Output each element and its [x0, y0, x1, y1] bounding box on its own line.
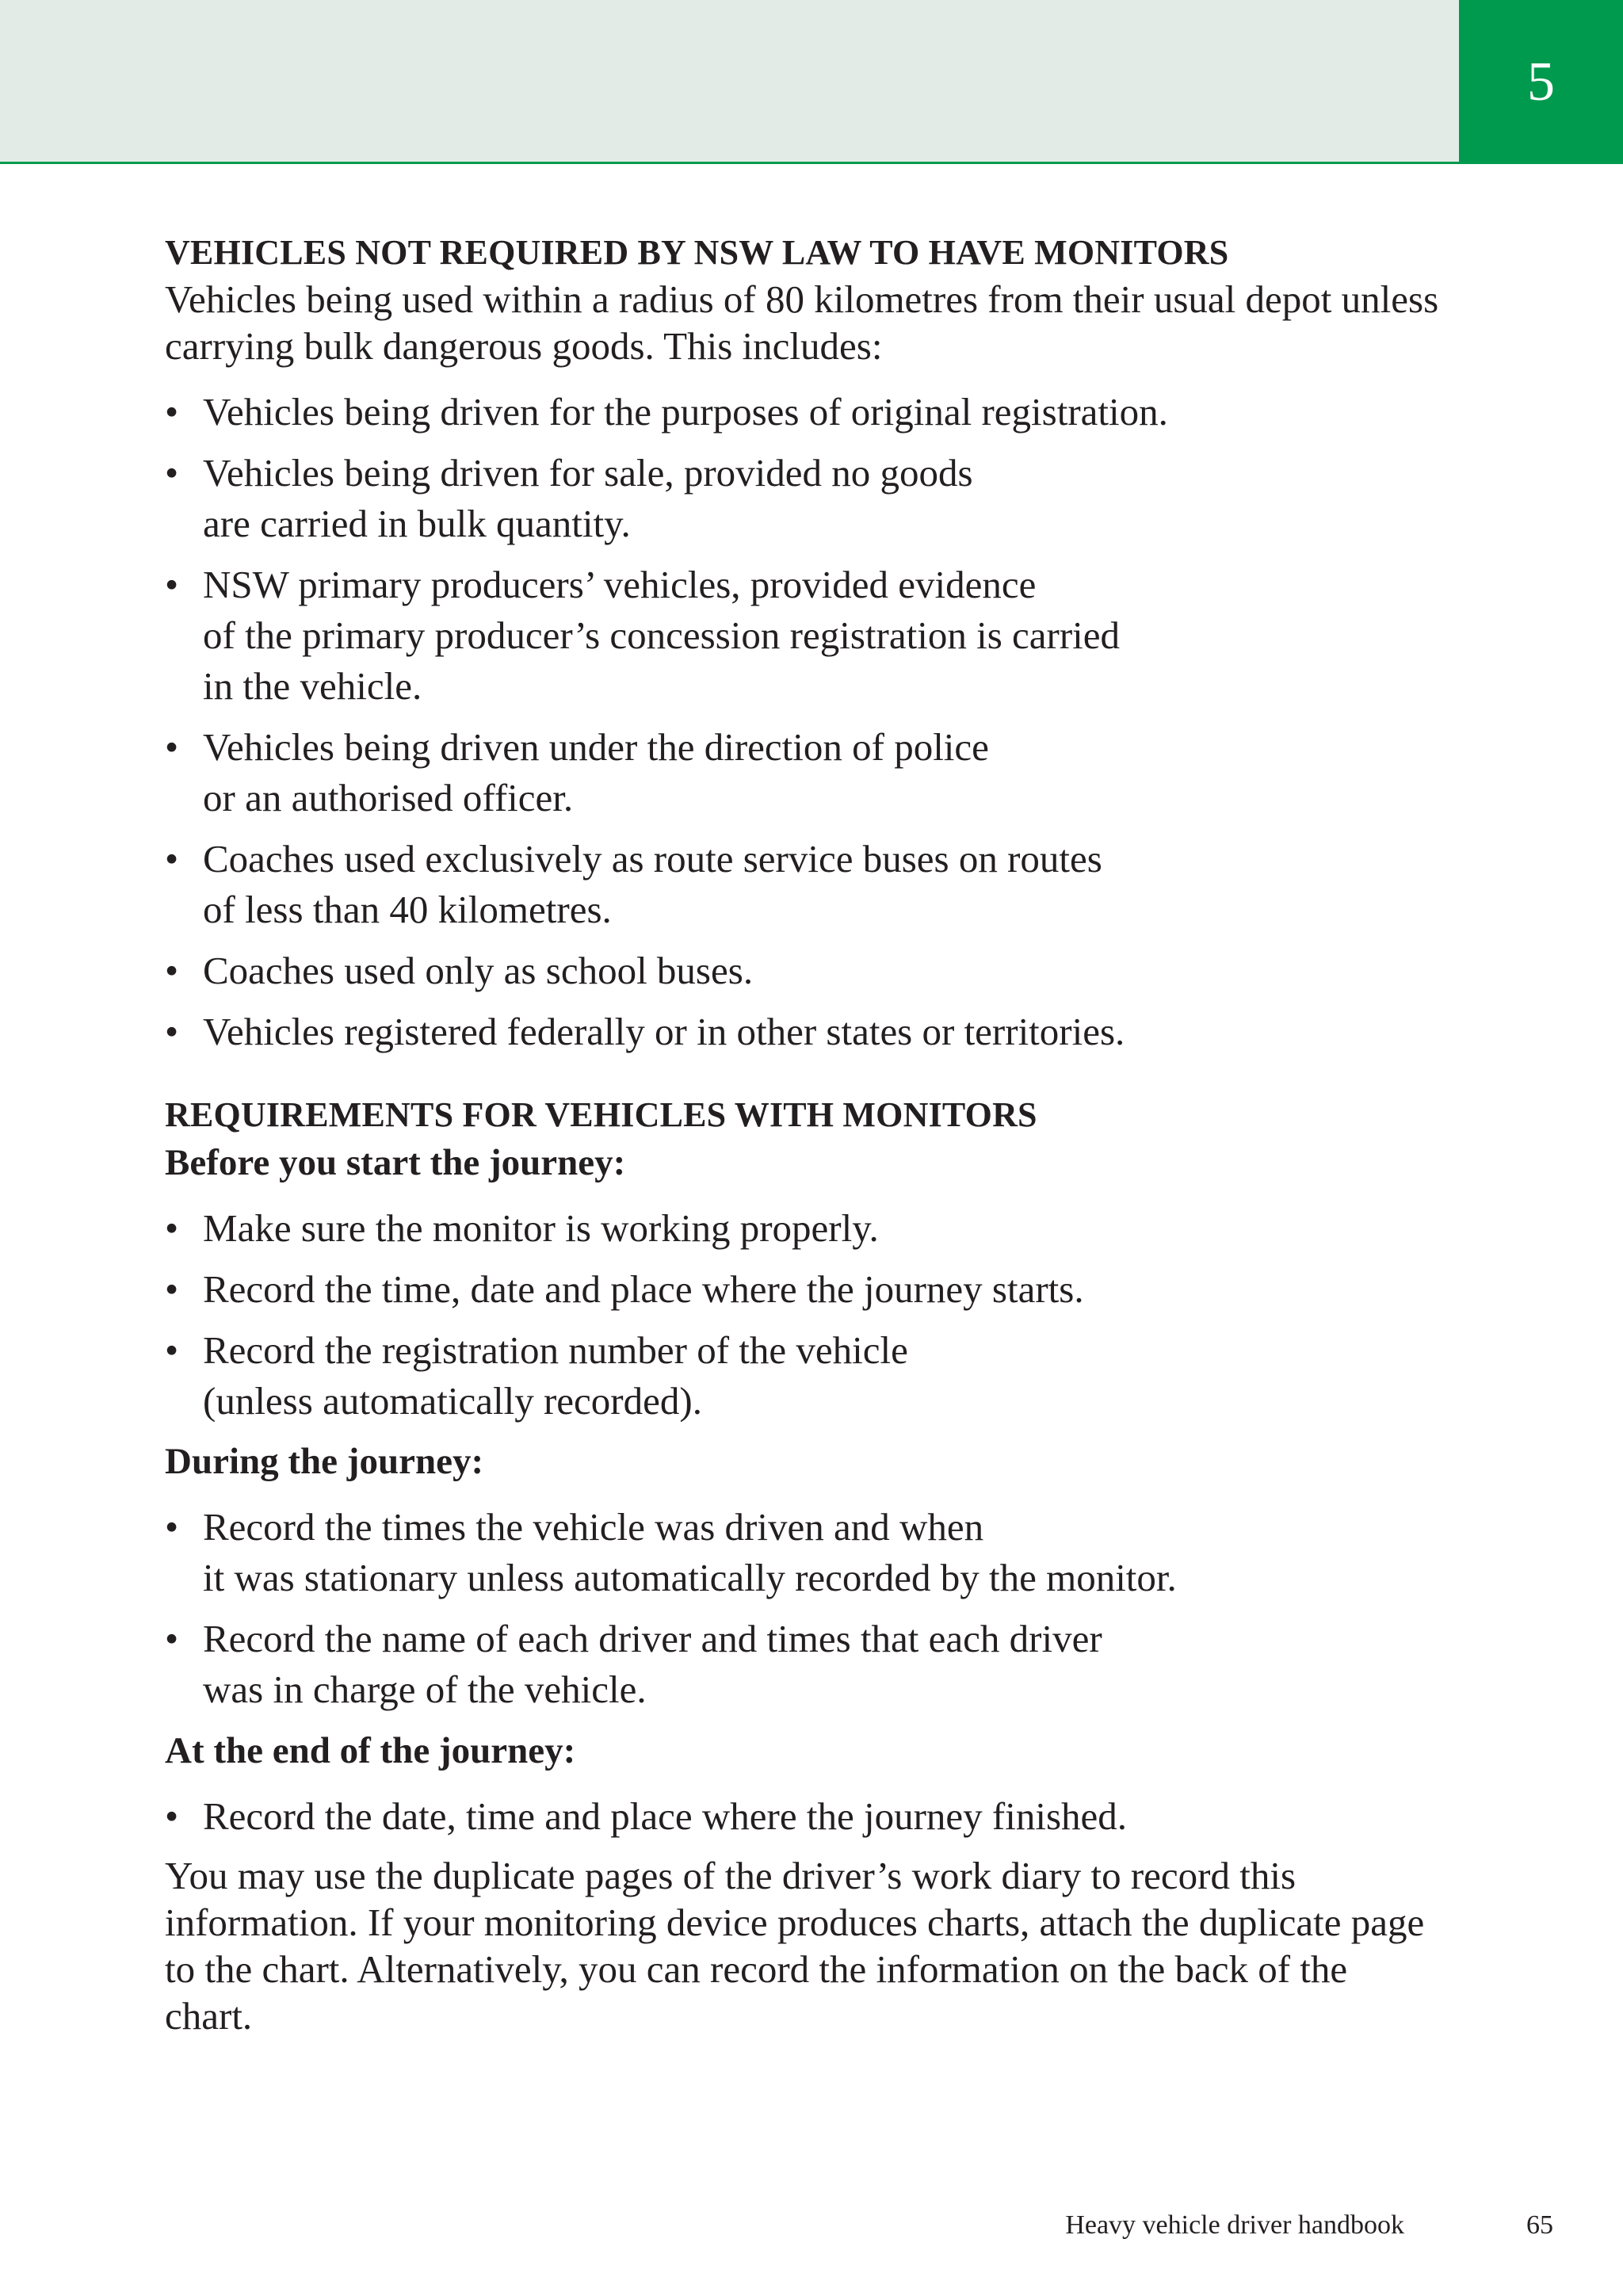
bullet-icon: • — [165, 1206, 179, 1250]
list-item-text: Record the times the vehicle was driven and when it was stationary unless automatically recorded by the monitor. — [203, 1505, 1177, 1599]
not-required-list — [165, 387, 1441, 1057]
list-item — [165, 1203, 1441, 1254]
list-item-text: Vehicles being driven for sale, provided no goods are carried in bulk quantity. — [203, 451, 973, 545]
bullet-icon: • — [165, 390, 179, 434]
bullet-icon: • — [165, 1617, 179, 1660]
list-item — [165, 448, 1441, 549]
footer-page-number: 65 — [1526, 2210, 1553, 2240]
list-item-text: Coaches used exclusively as route service buses on routes of less than 40 kilometres. — [203, 837, 1102, 931]
list-item — [165, 560, 1441, 712]
section-heading-requirements: REQUIREMENTS FOR VEHICLES WITH MONITORS — [165, 1095, 1037, 1134]
list-item-text: Coaches used only as school buses. — [203, 949, 754, 992]
bullet-icon: • — [165, 1328, 179, 1372]
list-item-text: NSW primary producers’ vehicles, provided evidence of the primary producer’s concession registration is carried in the vehicle. — [203, 563, 1121, 708]
chapter-number: 5 — [1527, 51, 1555, 113]
list-item — [165, 1264, 1441, 1315]
end-journey-list — [165, 1791, 1441, 1842]
bullet-icon: • — [165, 1010, 179, 1053]
list-item — [165, 1614, 1441, 1715]
list-item — [165, 1791, 1441, 1842]
list-item — [165, 1007, 1441, 1057]
bullet-icon: • — [165, 837, 179, 881]
bullet-icon: • — [165, 451, 179, 495]
list-item-text: Vehicles being driven for the purposes of original registration. — [203, 390, 1168, 434]
bullet-icon: • — [165, 725, 179, 769]
section-intro: Vehicles being used within a radius of 80 kilometres from their usual depot unless carrying bulk dangerous goods. This includes: — [165, 277, 1439, 368]
list-item — [165, 722, 1441, 823]
list-item — [165, 1325, 1441, 1427]
list-item — [165, 1502, 1441, 1603]
list-item — [165, 834, 1441, 935]
subheading-during-journey: During the journey: — [165, 1441, 484, 1482]
section-heading-not-required: VEHICLES NOT REQUIRED BY NSW LAW TO HAVE MONITORS — [165, 233, 1229, 272]
chapter-number-tab — [1459, 0, 1623, 164]
header-band — [0, 0, 1459, 164]
list-item-text: Record the registration number of the vehicle (unless automatically recorded). — [203, 1328, 908, 1423]
page-content — [165, 230, 1441, 2039]
bullet-icon: • — [165, 1267, 179, 1311]
bullet-icon: • — [165, 949, 179, 992]
list-item-text: Record the date, time and place where the journey finished. — [203, 1794, 1128, 1838]
list-item-text: Vehicles registered federally or in other states or territories. — [203, 1010, 1125, 1053]
subheading-end-journey: At the end of the journey: — [165, 1730, 576, 1771]
list-item-text: Record the time, date and place where the journey starts. — [203, 1267, 1084, 1311]
list-item-text: Make sure the monitor is working properly. — [203, 1206, 879, 1250]
list-item — [165, 946, 1441, 996]
bullet-icon: • — [165, 1505, 179, 1549]
list-item-text: Vehicles being driven under the direction of police or an authorised officer. — [203, 725, 989, 819]
before-journey-list — [165, 1203, 1441, 1427]
list-item-text: Record the name of each driver and times that each driver was in charge of the vehicle. — [203, 1617, 1102, 1711]
closing-paragraph: You may use the duplicate pages of the driver’s work diary to record this information. If your monitoring device produces charts, attach the duplicate page to the chart. Alternatively, you can record the information on the back of the chart. — [165, 1854, 1425, 2038]
bullet-icon: • — [165, 563, 179, 606]
footer-publication-title: Heavy vehicle driver handbook — [1065, 2210, 1404, 2240]
bullet-icon: • — [165, 1794, 179, 1838]
during-journey-list — [165, 1502, 1441, 1715]
list-item — [165, 387, 1441, 437]
subheading-before-journey: Before you start the journey: — [165, 1142, 626, 1183]
